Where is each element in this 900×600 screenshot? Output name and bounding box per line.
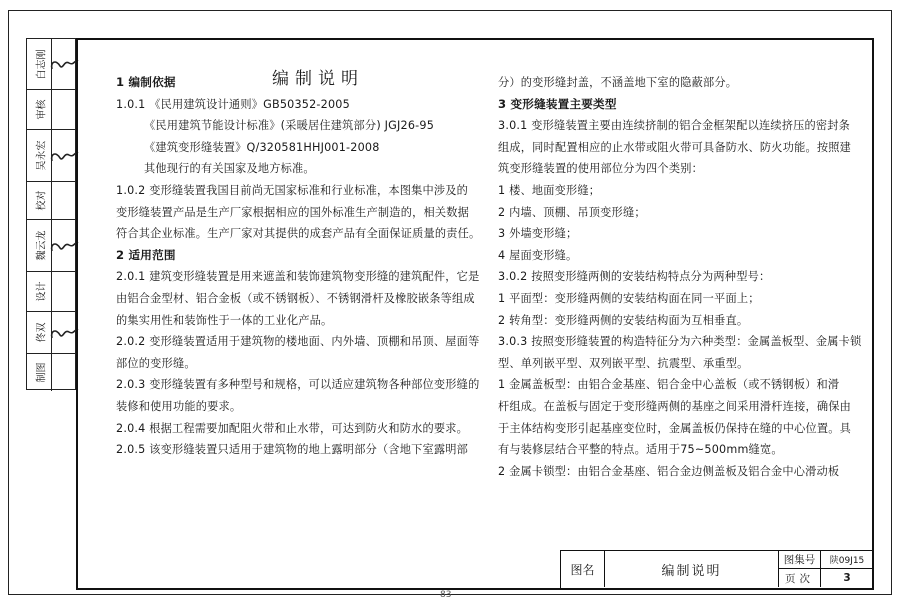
sidebar-row <box>27 39 75 89</box>
sidebar-label-text: 佟双 <box>36 322 48 343</box>
text-line: 1.0.2 变形缝装置我国目前尚无国家标准和行业标准，本图集中涉及的 <box>116 183 469 197</box>
sidebar-label <box>29 182 51 219</box>
signature-cell <box>53 220 75 271</box>
section-heading: 3 变形缝装置主要类型 <box>498 96 617 111</box>
text-line: 2.0.2 变形缝装置适用于建筑物的楼地面、内外墙、顶棚和吊顶、屋面等 <box>116 335 480 349</box>
page-number: 83 <box>440 590 452 600</box>
signature-cell <box>53 312 75 353</box>
sidebar-label-text: 审核 <box>36 99 48 120</box>
signature-cell <box>53 182 75 219</box>
sidebar-row <box>27 219 75 271</box>
text-line: 分）的变形缝封盖，不涵盖地下室的隐蔽部分。 <box>498 76 738 89</box>
text-line: 型、单列嵌平型、双列嵌平型、抗震型、承重型。 <box>498 356 749 370</box>
sidebar-label-text: 魏云龙 <box>36 230 48 261</box>
sidebar-row <box>27 89 75 129</box>
sidebar-label-text: 校对 <box>36 190 48 211</box>
sidebar-label-text: 白志刚 <box>36 49 48 79</box>
text-line: 3.0.1 变形缝装置主要由连续挤制的铝合金框架配以连续挤压的密封条 <box>498 119 851 133</box>
signature-cell <box>53 130 75 181</box>
document-title: 编制说明 <box>272 69 364 89</box>
text-line: 4 屋面变形缝。 <box>498 248 578 262</box>
text-line: 符合其企业标准。生产厂家对其提供的成套产品有全面保证质量的责任。 <box>116 227 481 241</box>
text-line: 2 转角型：变形缝两侧的安装结构面为互相垂直。 <box>498 313 749 327</box>
sidebar-row <box>27 181 75 219</box>
text-line: 于主体结构变形引起基座变位时，金属盖板仍保持在缝的中心位置。具 <box>498 421 852 435</box>
signature-cell <box>53 39 75 89</box>
text-line: 2.0.5 该变形缝装置只适用于建筑物的地上露明部分（含地下室露明部 <box>116 443 469 457</box>
text-line: 2 金属卡锁型：由铝合金基座、铝合金边侧盖板及铝合金中心滑动板 <box>498 464 840 478</box>
sidebar-divider <box>51 182 52 219</box>
text-line: 《民用建筑节能设计标准》(采暖居住建筑部分) JGJ26-95 <box>144 119 435 133</box>
text-line: 其他现行的有关国家及地方标准。 <box>144 162 315 176</box>
text-line: 1 楼、地面变形缝； <box>498 183 601 197</box>
text-line: 由铝合金型材、铝合金板（或不锈钢板）、不锈钢滑杆及橡胶嵌条等组成 <box>116 291 475 305</box>
sidebar-label <box>29 90 51 129</box>
text-line: 3.0.2 按照变形缝两侧的安装结构特点分为两种型号： <box>498 270 771 284</box>
sidebar-divider <box>51 272 52 311</box>
section-heading: 2 适用范围 <box>116 247 176 262</box>
text-line: 2.0.3 变形缝装置有多种型号和规格，可以适应建筑物各种部位变形缝的 <box>116 378 480 392</box>
drawing-name-label: 图名 <box>561 551 605 587</box>
text-line: 2.0.4 根据工程需要加配阻火带和止水带，可达到防火和防水的要求。 <box>116 421 469 435</box>
sidebar-row <box>27 353 75 391</box>
sidebar-row <box>27 129 75 181</box>
sidebar-divider <box>51 90 52 129</box>
left-column <box>116 72 486 461</box>
signature-sidebar <box>26 38 76 390</box>
text-line: 《建筑变形缝装置》Q/320581HHJ001-2008 <box>144 140 380 154</box>
text-line: 3.0.3 按照变形缝装置的构造特征分为六种类型：金属盖板型、金属卡锁 <box>498 335 862 349</box>
text-line: 1 平面型：变形缝两侧的安装结构面在同一平面上； <box>498 291 760 305</box>
text-line: 筑变形缝装置的使用部位分为四个类别： <box>498 162 703 176</box>
sidebar-label-text: 吴永宏 <box>36 140 48 171</box>
text-line: 2 内墙、顶棚、吊顶变形缝； <box>498 205 646 219</box>
text-line: 2.0.1 建筑变形缝装置是用来遮盖和装饰建筑物变形缝的建筑配件，它是 <box>116 270 480 284</box>
atlas-number-value: 陕09J15 <box>821 551 873 569</box>
sidebar-row <box>27 271 75 311</box>
sidebar-row <box>27 311 75 353</box>
atlas-number-label: 图集号 <box>779 551 821 569</box>
text-line: 组成，同时配置相应的止水带或阻火带可具备防水、防火功能。按照建 <box>498 140 852 154</box>
text-line: 1.0.1 《民用建筑设计通则》GB50352-2005 <box>116 97 350 111</box>
text-line: 部位的变形缝。 <box>116 356 196 370</box>
signature-cell <box>53 272 75 311</box>
sidebar-label <box>29 354 51 391</box>
text-line: 变形缝装置产品是生产厂家根据相应的国外标准生产制造的，相关数据 <box>116 205 470 219</box>
signature-cell <box>53 90 75 129</box>
page-value: 3 <box>843 572 851 584</box>
section-heading: 1 编制依据 <box>116 75 176 89</box>
sidebar-label <box>29 272 51 311</box>
signature-cell <box>53 354 75 391</box>
text-line: 杆组成。在盖板与固定于变形缝两侧的基座之间采用滑杆连接，确保由 <box>498 399 852 413</box>
page-label: 页次 <box>779 569 821 587</box>
text-line: 3 外墙变形缝； <box>498 227 578 241</box>
sidebar-divider <box>51 354 52 391</box>
text-line: 有与装修层结合平整的特点。适用于75~500mm缝宽。 <box>498 443 783 457</box>
right-column <box>498 72 864 482</box>
text-line: 1 金属盖板型：由铝合金基座、铝合金中心盖板（或不锈钢板）和滑 <box>498 378 840 392</box>
drawing-name-value: 编制说明 <box>605 551 779 587</box>
sidebar-label-text: 制图 <box>36 362 48 383</box>
text-line: 装修和使用功能的要求。 <box>116 399 242 413</box>
text-line: 的集实用性和装饰性于一体的工业化产品。 <box>116 313 333 327</box>
title-block <box>560 550 872 588</box>
sidebar-label-text: 设计 <box>36 281 48 302</box>
